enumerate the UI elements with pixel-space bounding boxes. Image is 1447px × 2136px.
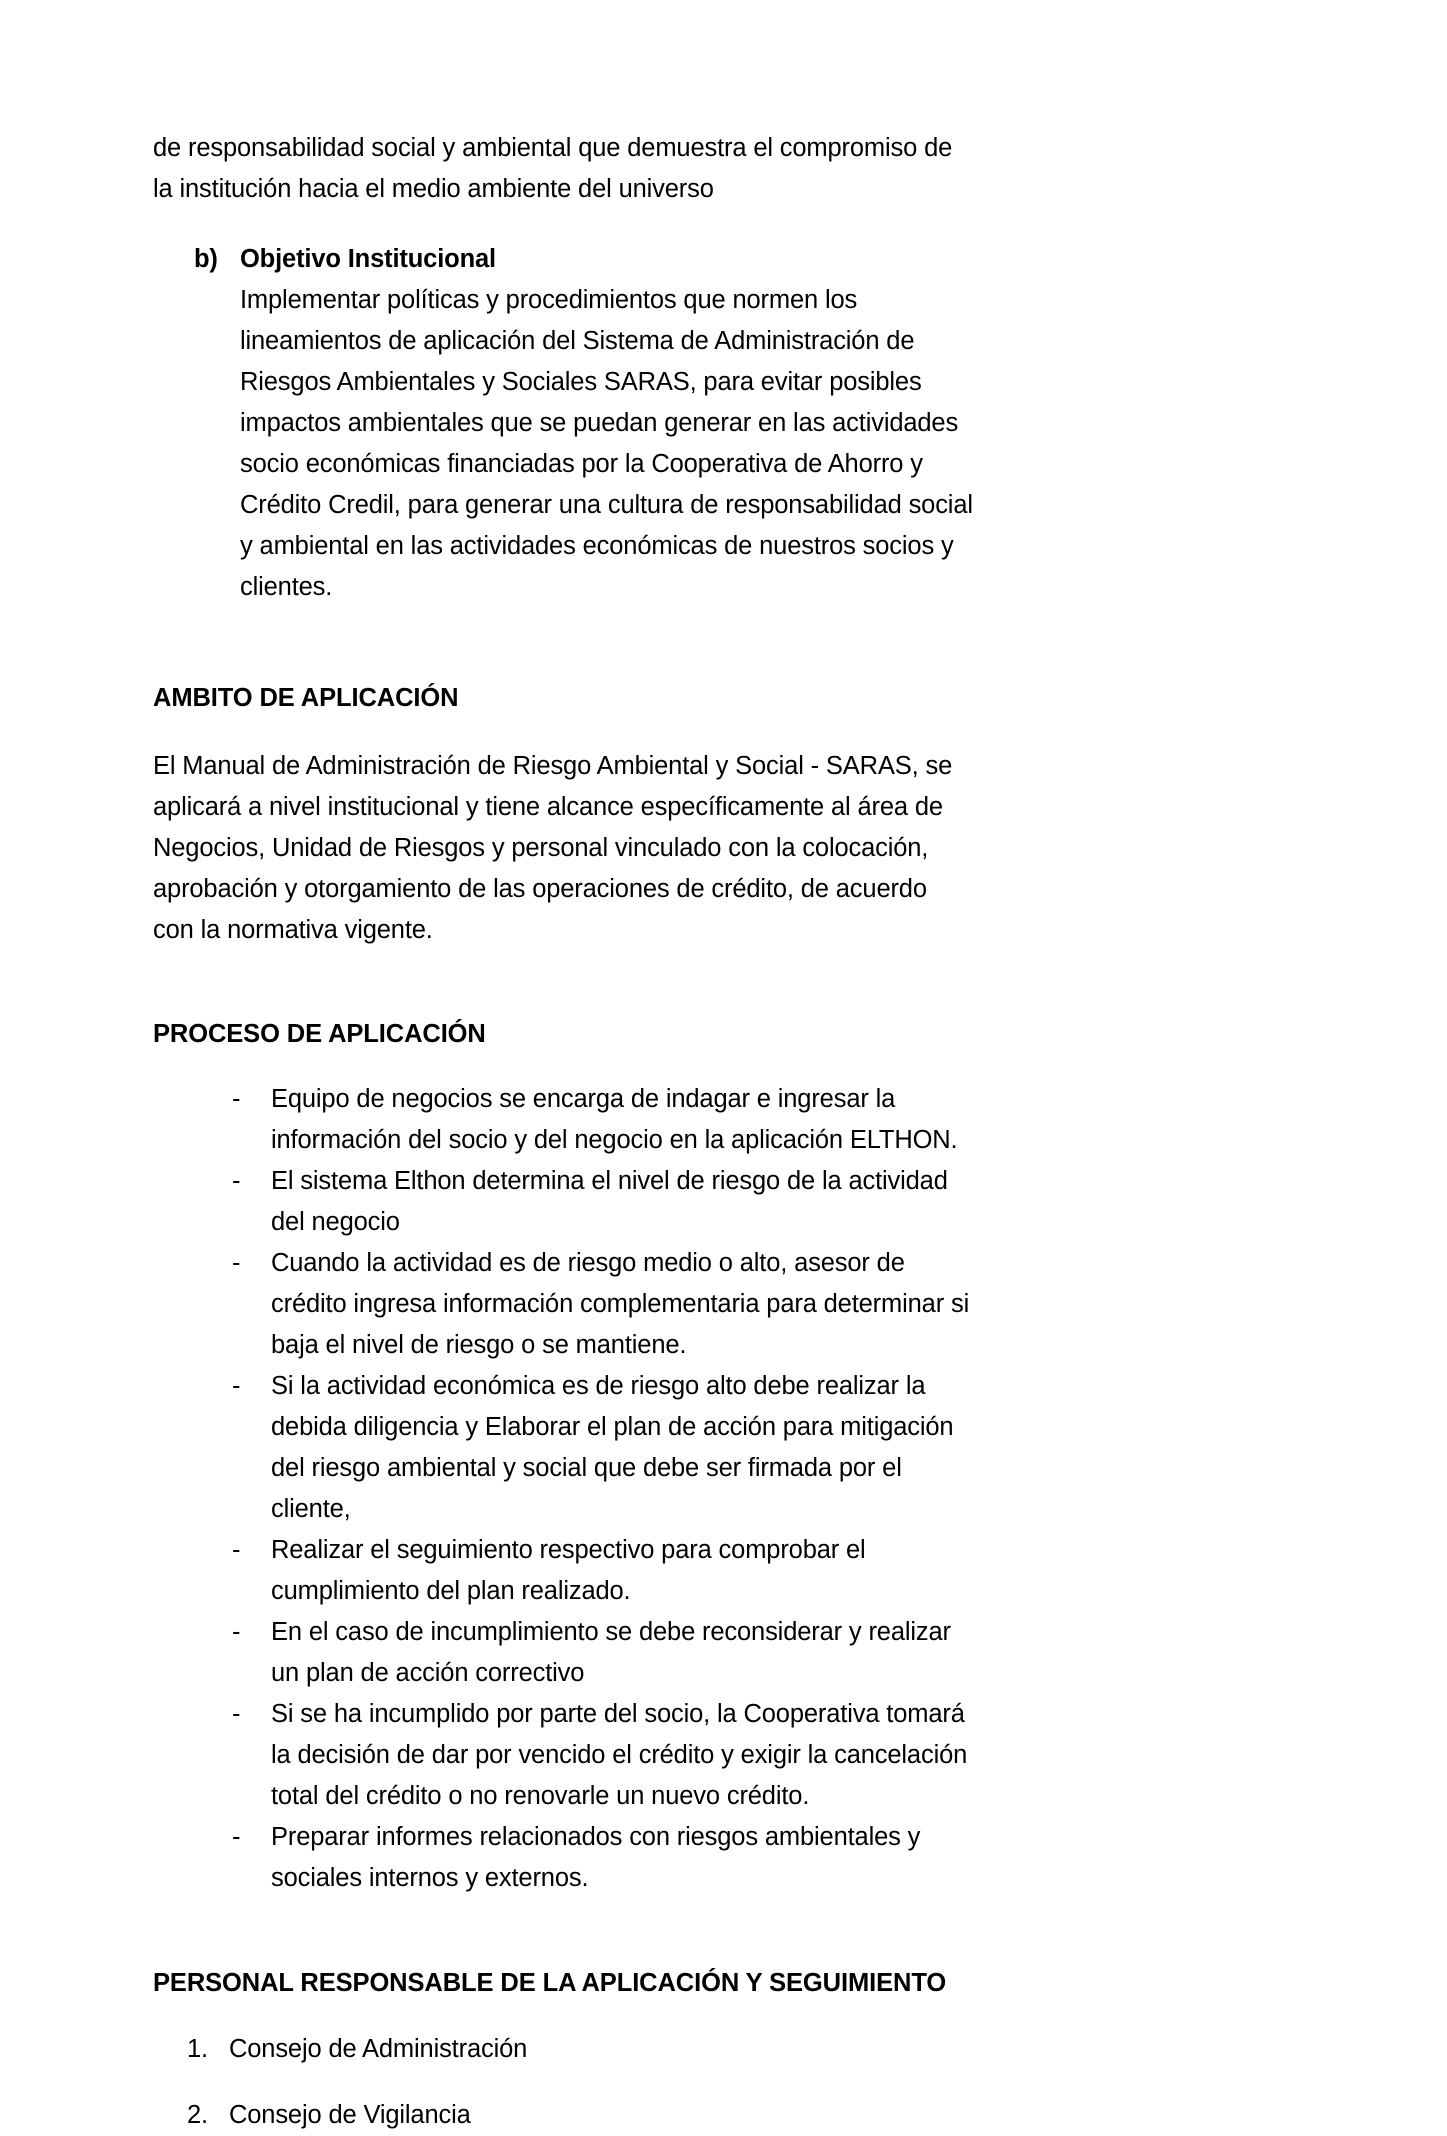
list-item-number: 2. xyxy=(187,2101,208,2129)
dash-bullet-icon: - xyxy=(232,1536,241,1564)
list-item-text: Realizar el seguimiento respectivo para comprobar el cumplimiento del plan realizado. xyxy=(271,1536,866,1605)
lettered-item-body xyxy=(240,239,975,608)
section-heading-ambito: AMBITO DE APLICACIÓN xyxy=(153,684,459,712)
section-heading-proceso: PROCESO DE APLICACIÓN xyxy=(153,1020,486,1048)
list-item-text: Consejo de Vigilancia xyxy=(229,2101,471,2129)
lettered-item-paragraph: Implementar políticas y procedimientos que normen los lineamientos de aplicación del Sistema de Administración de Riesgos Ambientales y Sociales SARAS, para evitar posibles impactos ambientales que se puedan generar en las actividades socio económicas financiadas por la Cooperativa de Ahorro y Crédito Credil, para generar una cultura de responsabilidad social y ambiental en las actividades económicas de nuestros socios y clientes. xyxy=(240,286,973,601)
list-item xyxy=(153,1366,1297,1530)
dash-bullet-icon: - xyxy=(232,1372,241,1400)
list-item xyxy=(153,2095,1297,2136)
list-item-text: Consejo de Administración xyxy=(229,2035,528,2063)
list-item-text: Si la actividad económica es de riesgo alto debe realizar la debida diligencia y Elaborar el plan de acción para mitigación del riesgo ambiental y social que debe ser firmada por el cliente, xyxy=(271,1372,954,1523)
list-item xyxy=(153,1243,1297,1366)
list-item-text: Equipo de negocios se encarga de indagar e ingresar la información del socio y del negocio en la aplicación ELTHON. xyxy=(271,1085,958,1154)
dash-bullet-icon: - xyxy=(232,1700,241,1728)
list-item xyxy=(153,1530,1297,1612)
dash-bullet-icon: - xyxy=(232,1085,241,1113)
lettered-item-title: Objetivo Institucional xyxy=(240,245,496,273)
list-item xyxy=(153,1161,1297,1243)
list-item-text: Preparar informes relacionados con riesgos ambientales y sociales internos y externos. xyxy=(271,1823,921,1892)
section-heading-personal: PERSONAL RESPONSABLE DE LA APLICACIÓN Y SEGUIMIENTO xyxy=(153,1969,947,1997)
list-item xyxy=(153,1079,1297,1161)
list-item-text: En el caso de incumplimiento se debe reconsiderar y realizar un plan de acción correctivo xyxy=(271,1618,951,1687)
personal-numbered-list xyxy=(153,2029,1297,2136)
list-item-number: 1. xyxy=(187,2035,208,2063)
list-item xyxy=(153,1694,1297,1817)
lettered-item-marker: b) xyxy=(194,245,218,273)
list-item-text: El sistema Elthon determina el nivel de riesgo de la actividad del negocio xyxy=(271,1167,948,1236)
section-paragraph-ambito: El Manual de Administración de Riesgo Ambiental y Social - SARAS, se aplicará a nivel institucional y tiene alcance específicamente al área de Negocios, Unidad de Riesgos y personal vinculado con la colocación, aprobación y otorgamiento de las operaciones de crédito, de acuerdo con la normativa vigente. xyxy=(153,752,953,944)
dash-bullet-icon: - xyxy=(232,1249,241,1277)
list-item-text: Si se ha incumplido por parte del socio, la Cooperativa tomará la decisión de dar por vencido el crédito y exigir la cancelación total del crédito o no renovarle un nuevo crédito. xyxy=(271,1700,968,1810)
dash-bullet-icon: - xyxy=(232,1823,241,1851)
intro-paragraph: de responsabilidad social y ambiental que demuestra el compromiso de la institución hacia el medio ambiente del universo xyxy=(153,134,953,203)
proceso-bullet-list xyxy=(153,1079,1297,1899)
lettered-item-b xyxy=(153,239,1297,608)
list-item xyxy=(153,1612,1297,1694)
dash-bullet-icon: - xyxy=(232,1618,241,1646)
dash-bullet-icon: - xyxy=(232,1167,241,1195)
list-item xyxy=(153,2029,1297,2070)
list-item-text: Cuando la actividad es de riesgo medio o alto, asesor de crédito ingresa información complementaria para determinar si baja el nivel de riesgo o se mantiene. xyxy=(271,1249,970,1359)
list-item xyxy=(153,1817,1297,1899)
